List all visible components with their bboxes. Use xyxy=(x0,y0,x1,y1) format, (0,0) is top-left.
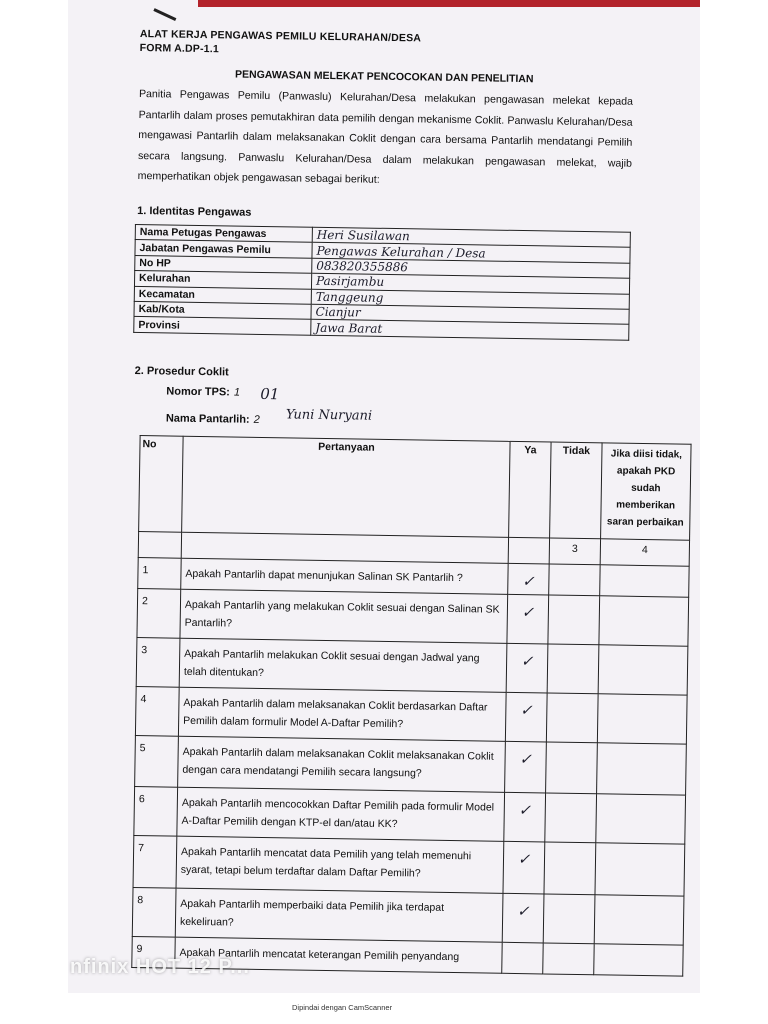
pantarlih-label: Nama Pantarlih: 2 xyxy=(165,412,260,426)
question-table xyxy=(131,435,691,977)
scanned-photo xyxy=(68,0,700,993)
question-text: Apakah Pantarlih memperbaiki data Pemilih jika terdapat kekeliruan? xyxy=(175,888,503,942)
note-cell xyxy=(597,743,687,795)
col-note: Jika diisi tidak, apakah PKD sudah memberikan saran perbaikan xyxy=(601,443,691,540)
question-number: 2 xyxy=(137,589,181,639)
question-number: 3 xyxy=(136,638,180,688)
table-row xyxy=(134,787,686,845)
camera-watermark: nfinix HOT 12 P... xyxy=(70,956,250,978)
identity-value: Cianjur xyxy=(311,304,629,324)
yes-check: ✓ xyxy=(502,893,544,943)
col-number-4: 4 xyxy=(600,539,689,566)
note-cell xyxy=(595,843,685,896)
question-text: Apakah Pantarlih dalam melaksanakan Coklit berdasarkan Daftar Pemilih dalam formulir Model A-Daftar Pemilih? xyxy=(178,687,506,741)
section-identity-title: 1. Identitas Pengawas xyxy=(137,204,252,219)
identity-value: 083820355886 xyxy=(312,258,630,278)
form-header-line1: ALAT KERJA PENGAWAS PEMILU KELURAHAN/DESA xyxy=(139,28,422,45)
no-answer-cell xyxy=(543,943,594,975)
note-cell xyxy=(594,895,684,945)
question-text: Apakah Pantarlih mencocokkan Daftar Pemilih pada formulir Model A-Daftar Pemilih dengan KTP-el dan/atau KK? xyxy=(177,787,505,841)
question-text: Apakah Pantarlih dalam melaksanakan Coklit melaksanakan Coklit dengan cara mendatangi Pemilih secara langsung? xyxy=(178,736,506,792)
question-text: Apakah Pantarlih mencatat keterangan Pemilih penyandang xyxy=(175,937,502,973)
identity-label: Kecamatan xyxy=(134,286,311,304)
identity-value: Pengawas Kelurahan / Desa xyxy=(312,243,630,263)
col-no: No xyxy=(139,436,184,533)
form-page xyxy=(68,0,700,993)
identity-value: Pasirjambu xyxy=(311,273,629,293)
yes-check xyxy=(502,942,543,974)
no-answer-cell xyxy=(547,644,599,694)
question-text: Apakah Pantarlih yang melakukan Coklit sesuai dengan Salinan SK Pantarlih? xyxy=(180,589,508,643)
no-answer-cell xyxy=(544,842,596,895)
tps-prefill: 1 xyxy=(233,386,241,399)
question-number: 7 xyxy=(133,836,177,889)
tps-handwritten: 01 xyxy=(260,384,280,404)
identity-label: Jabatan Pengawas Pemilu xyxy=(135,240,312,258)
col-yes: Ya xyxy=(509,441,552,538)
yes-check: ✓ xyxy=(503,841,545,894)
pantarlih-prefill: 2 xyxy=(253,413,260,426)
no-answer-cell xyxy=(543,894,595,944)
question-number: 1 xyxy=(138,558,181,590)
yes-check: ✓ xyxy=(508,563,549,595)
note-cell xyxy=(598,645,688,695)
question-number: 9 xyxy=(132,936,175,968)
col-number-3: 3 xyxy=(549,538,600,565)
pantarlih-handwritten: Yuni Nuryani xyxy=(285,407,373,424)
question-number: 4 xyxy=(135,687,179,737)
note-cell xyxy=(599,596,689,646)
form-title: PENGAWASAN MELEKAT PENCOCOKAN DAN PENELITIAN xyxy=(234,68,534,86)
note-cell xyxy=(596,794,686,844)
tps-label: Nomor TPS: 1 xyxy=(166,385,241,399)
identity-value: Tanggeung xyxy=(311,289,629,309)
scanner-footer: Dipindai dengan CamScanner xyxy=(292,1003,393,1012)
identity-label: Kab/Kota xyxy=(134,301,311,319)
no-answer-cell xyxy=(546,742,598,794)
question-number: 8 xyxy=(132,887,176,937)
note-cell xyxy=(597,694,687,744)
yes-check: ✓ xyxy=(506,643,548,693)
yes-check: ✓ xyxy=(505,692,547,742)
yes-check: ✓ xyxy=(507,594,549,644)
identity-label: Kelurahan xyxy=(134,271,311,289)
question-text: Apakah Pantarlih dapat menunjukan Salinan SK Pantarlih ? xyxy=(181,558,508,594)
table-row xyxy=(136,638,688,696)
no-answer-cell xyxy=(549,564,600,596)
table-row xyxy=(135,736,687,796)
yes-check: ✓ xyxy=(504,792,546,842)
identity-label: Nama Petugas Pengawas xyxy=(135,224,312,242)
table-row xyxy=(133,836,685,897)
question-text: Apakah Pantarlih mencatat data Pemilih yang telah memenuhi syarat, tetapi belum terdaftar dalam Daftar Pemilih? xyxy=(176,836,504,893)
identity-value: Jawa Barat xyxy=(311,320,629,340)
table-header-row xyxy=(139,436,691,541)
no-answer-cell xyxy=(545,793,597,843)
question-number: 5 xyxy=(135,736,179,788)
question-number: 6 xyxy=(134,787,178,837)
table-row xyxy=(132,887,684,945)
note-cell xyxy=(594,944,683,976)
section-procedure-title: 2. Prosedur Coklit xyxy=(134,364,229,379)
no-answer-cell xyxy=(546,693,598,743)
identity-value: Heri Susilawan xyxy=(312,227,630,247)
col-question: Pertanyaan xyxy=(182,436,510,537)
table-row xyxy=(135,687,687,745)
note-cell xyxy=(600,565,689,597)
table-row xyxy=(137,589,689,647)
identity-label: Provinsi xyxy=(134,317,311,335)
identity-table xyxy=(133,224,631,341)
yes-check: ✓ xyxy=(505,741,547,793)
no-answer-cell xyxy=(548,595,600,645)
identity-label: No HP xyxy=(135,255,312,273)
intro-paragraph: Panitia Pengawas Pemilu (Panwaslu) Kelurahan/Desa melakukan pengawasan melekat kepada Pantarlih dalam proses pemutakhiran data pemilih dengan mekanisme Coklit. Panwaslu Kelurahan/Desa mengawasi Pantarlih dalam melaksanakan Coklit dengan cara bersama Pantarlih mendatangi Pemilih secara langsung. Panwaslu Kelurahan/Desa dalam melakukan pengawasan melekat, wajib memperhatikan objek pengawasan sebagai berikut: xyxy=(137,87,634,186)
form-code: FORM A.DP-1.1 xyxy=(139,41,220,56)
question-text: Apakah Pantarlih melakukan Coklit sesuai dengan Jadwal yang telah ditentukan? xyxy=(179,638,507,692)
col-no-answer: Tidak xyxy=(550,442,603,539)
